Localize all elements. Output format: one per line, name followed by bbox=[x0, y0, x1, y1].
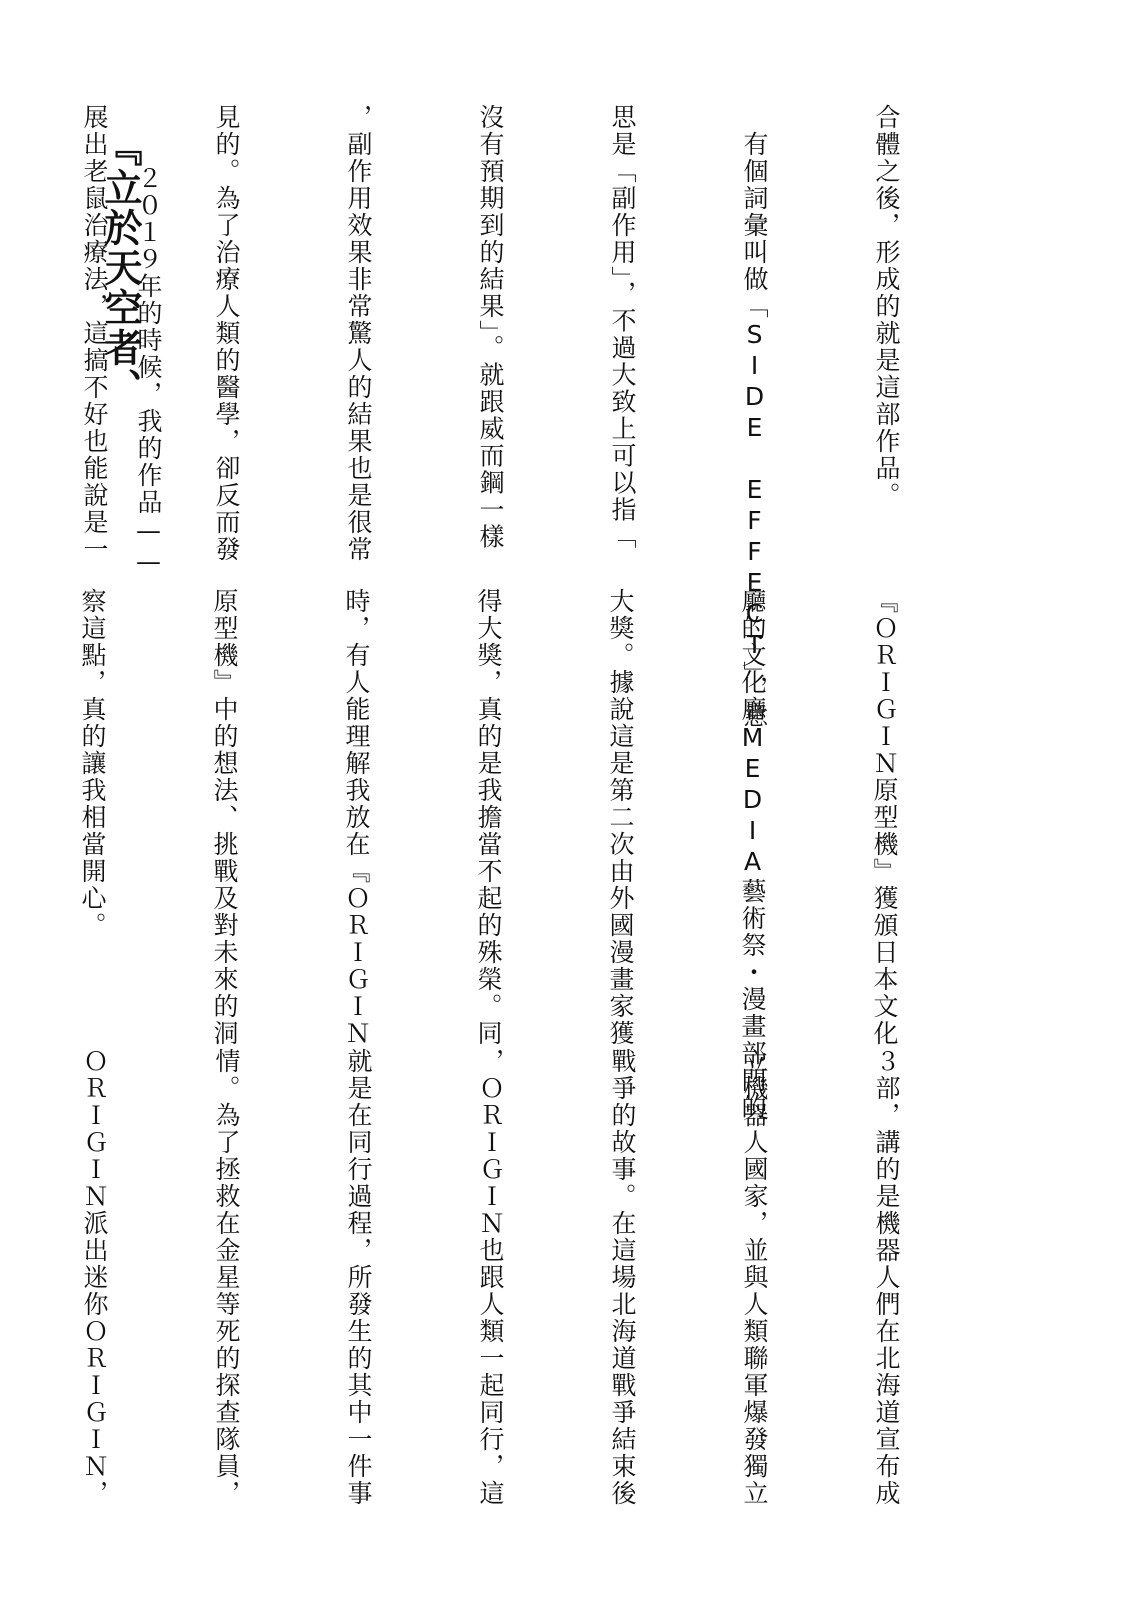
text-line: 得大獎，真的是我擔當不起的殊榮。同 bbox=[474, 588, 503, 1047]
text-line-tail: ２０１９年的時候，我的作品—— bbox=[134, 138, 163, 578]
text-line: 思是「副作用」，不過大致上可以指「 bbox=[608, 104, 637, 551]
text-line: 大獎。據說這是第二次由外國漫畫家獲 bbox=[606, 588, 635, 1047]
text-line: 沒有預期到的結果」。就跟威而鋼一樣 bbox=[476, 104, 505, 551]
text-line: ＯＲＩＧＩＮ派出迷你ＯＲＩＧＩＮ， bbox=[80, 1048, 109, 1507]
text-line: 立機器人國家，並與人類聯軍爆發獨立 bbox=[740, 1048, 769, 1507]
text-line: 『ＯＲＩＧＩＮ原型機』獲頒日本文化 bbox=[870, 588, 899, 1047]
text-line: 合體之後，形成的就是這部作品。 bbox=[872, 104, 901, 509]
text-block-bottom bbox=[0, 1048, 996, 1554]
text-line: ，副作用效果非常驚人的結果也是很常 bbox=[344, 104, 373, 563]
text-line: 展出老鼠治療法，這搞不好也能說是一 bbox=[80, 104, 109, 563]
text-line: ，ＯＲＩＧＩＮ也跟人類一起同行，這 bbox=[476, 1048, 505, 1507]
text-line: 就是在同行過程，所發生的其中一件事 bbox=[344, 1048, 373, 1507]
heading-line: 『立於天空者、 bbox=[98, 128, 143, 408]
text-line: 時，有人能理解我放在『ＯＲＩＧＩＮ bbox=[342, 588, 371, 1047]
text-line: 戰爭的故事。在這場北海道戰爭結束後 bbox=[608, 1048, 637, 1507]
text-line: ３部，講的是機器人們在北海道宣布成 bbox=[872, 1048, 901, 1507]
section-heading bbox=[0, 128, 250, 408]
text-line: 見的。為了治療人類的醫學，卻反而發 bbox=[212, 104, 241, 563]
text-line: 原型機』中的想法、挑戰及對未來的洞 bbox=[210, 588, 239, 1047]
text-line: 察這點，真的讓我相當開心。 bbox=[78, 588, 107, 939]
text-line: 廳的文化廳MEDIA藝術祭・漫畫部門的 bbox=[738, 588, 767, 1121]
text-block-middle bbox=[0, 588, 994, 1121]
text-line: 情。為了拯救在金星等死的探查隊員， bbox=[212, 1048, 241, 1507]
text-line: 有個詞彙叫做「SIDE EFFECT」，意 bbox=[740, 104, 769, 730]
